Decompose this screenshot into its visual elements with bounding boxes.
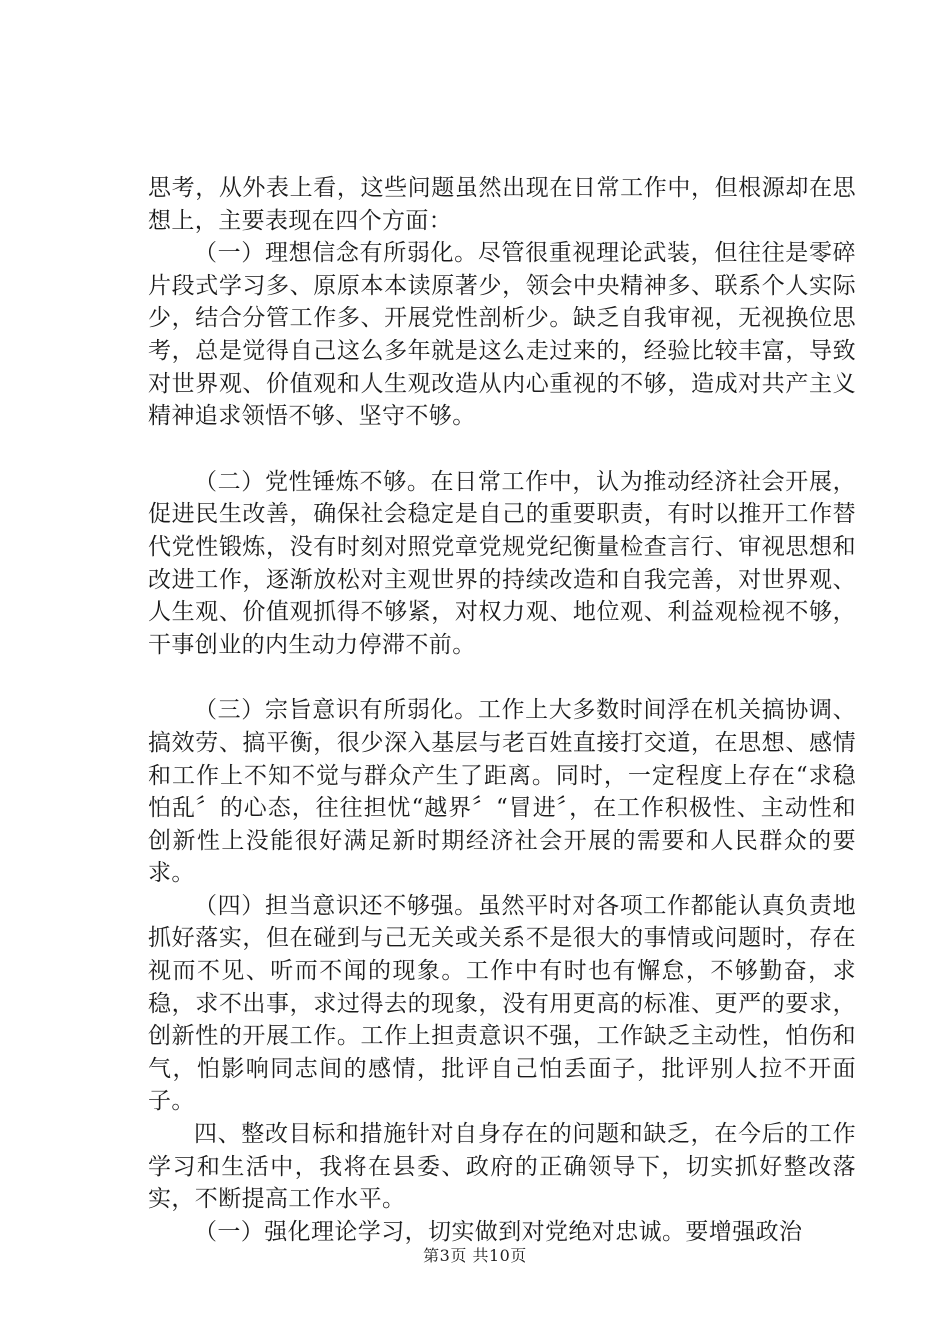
page-number-footer: 第3页 共10页 <box>423 1246 527 1265</box>
paragraph-party-spirit: （二）党性锤炼不够。在日常工作中，认为推动经济社会开展，促进民生改善，确保社会稳定是自己的重要职责，有时以推开工作替代党性锻炼，没有时刻对照党章党规党纪衡量检查言行、审视思想和改进工作，逐渐放松对主观世界的持续改造和自我完善，对世界观、人生观、价值观抓得不够紧，对权力观、地位观、利益观检视不够，干事创业的内生动力停滞不前。 <box>148 468 856 658</box>
paragraph-intro: 思考，从外表上看，这些问题虽然出现在日常工作中，但根源却在思想上，主要表现在四个方面： <box>148 175 856 234</box>
body-text <box>148 172 856 1248</box>
paragraph-purpose-awareness: （三）宗旨意识有所弱化。工作上大多数时间浮在机关搞协调、搞效劳、搞平衡，很少深入基层与老百姓直接打交道，在思想、感情和工作上不知不觉与群众产生了距离。同时，一定程度上存在“求稳怕乱〞的心态，往往担忧“越界〞“冒进〞，在工作积极性、主动性和创新性上没能很好满足新时期经济社会开展的需要和人民群众的要求。 <box>148 697 856 887</box>
paragraph-rectification-goals: 四、整改目标和措施针对自身存在的问题和缺乏，在今后的工作学习和生活中，我将在县委、政府的正确领导下，切实抓好整改落实，不断提高工作水平。 <box>148 1121 856 1213</box>
paragraph-ideal-belief: （一）理想信念有所弱化。尽管很重视理论武装，但往往是零碎片段式学习多、原原本本读原著少，领会中央精神多、联系个人实际少，结合分管工作多、开展党性剖析少。缺乏自我审视，无视换位思考，总是觉得自己这么多年就是这么走过来的，经验比较丰富，导致对世界观、价值观和人生观改造从内心重视的不够，造成对共产主义精神追求领悟不够、坚守不够。 <box>148 240 856 430</box>
paragraph-responsibility: （四）担当意识还不够强。虽然平时对各项工作都能认真负责地抓好落实，但在碰到与己无关或关系不是很大的事情或问题时，存在视而不见、听而不闻的现象。工作中有时也有懈怠，不够勤奋，求稳，求不出事，求过得去的现象，没有用更高的标准、更严的要求，创新性的开展工作。工作上担责意识不强，工作缺乏主动性，怕伤和气，怕影响同志间的感情，批评自己怕丢面子，批评别人拉不开面子。 <box>148 892 856 1115</box>
paragraph-theory-study: （一）强化理论学习，切实做到对党绝对忠诚。要增强政治 <box>194 1218 803 1245</box>
